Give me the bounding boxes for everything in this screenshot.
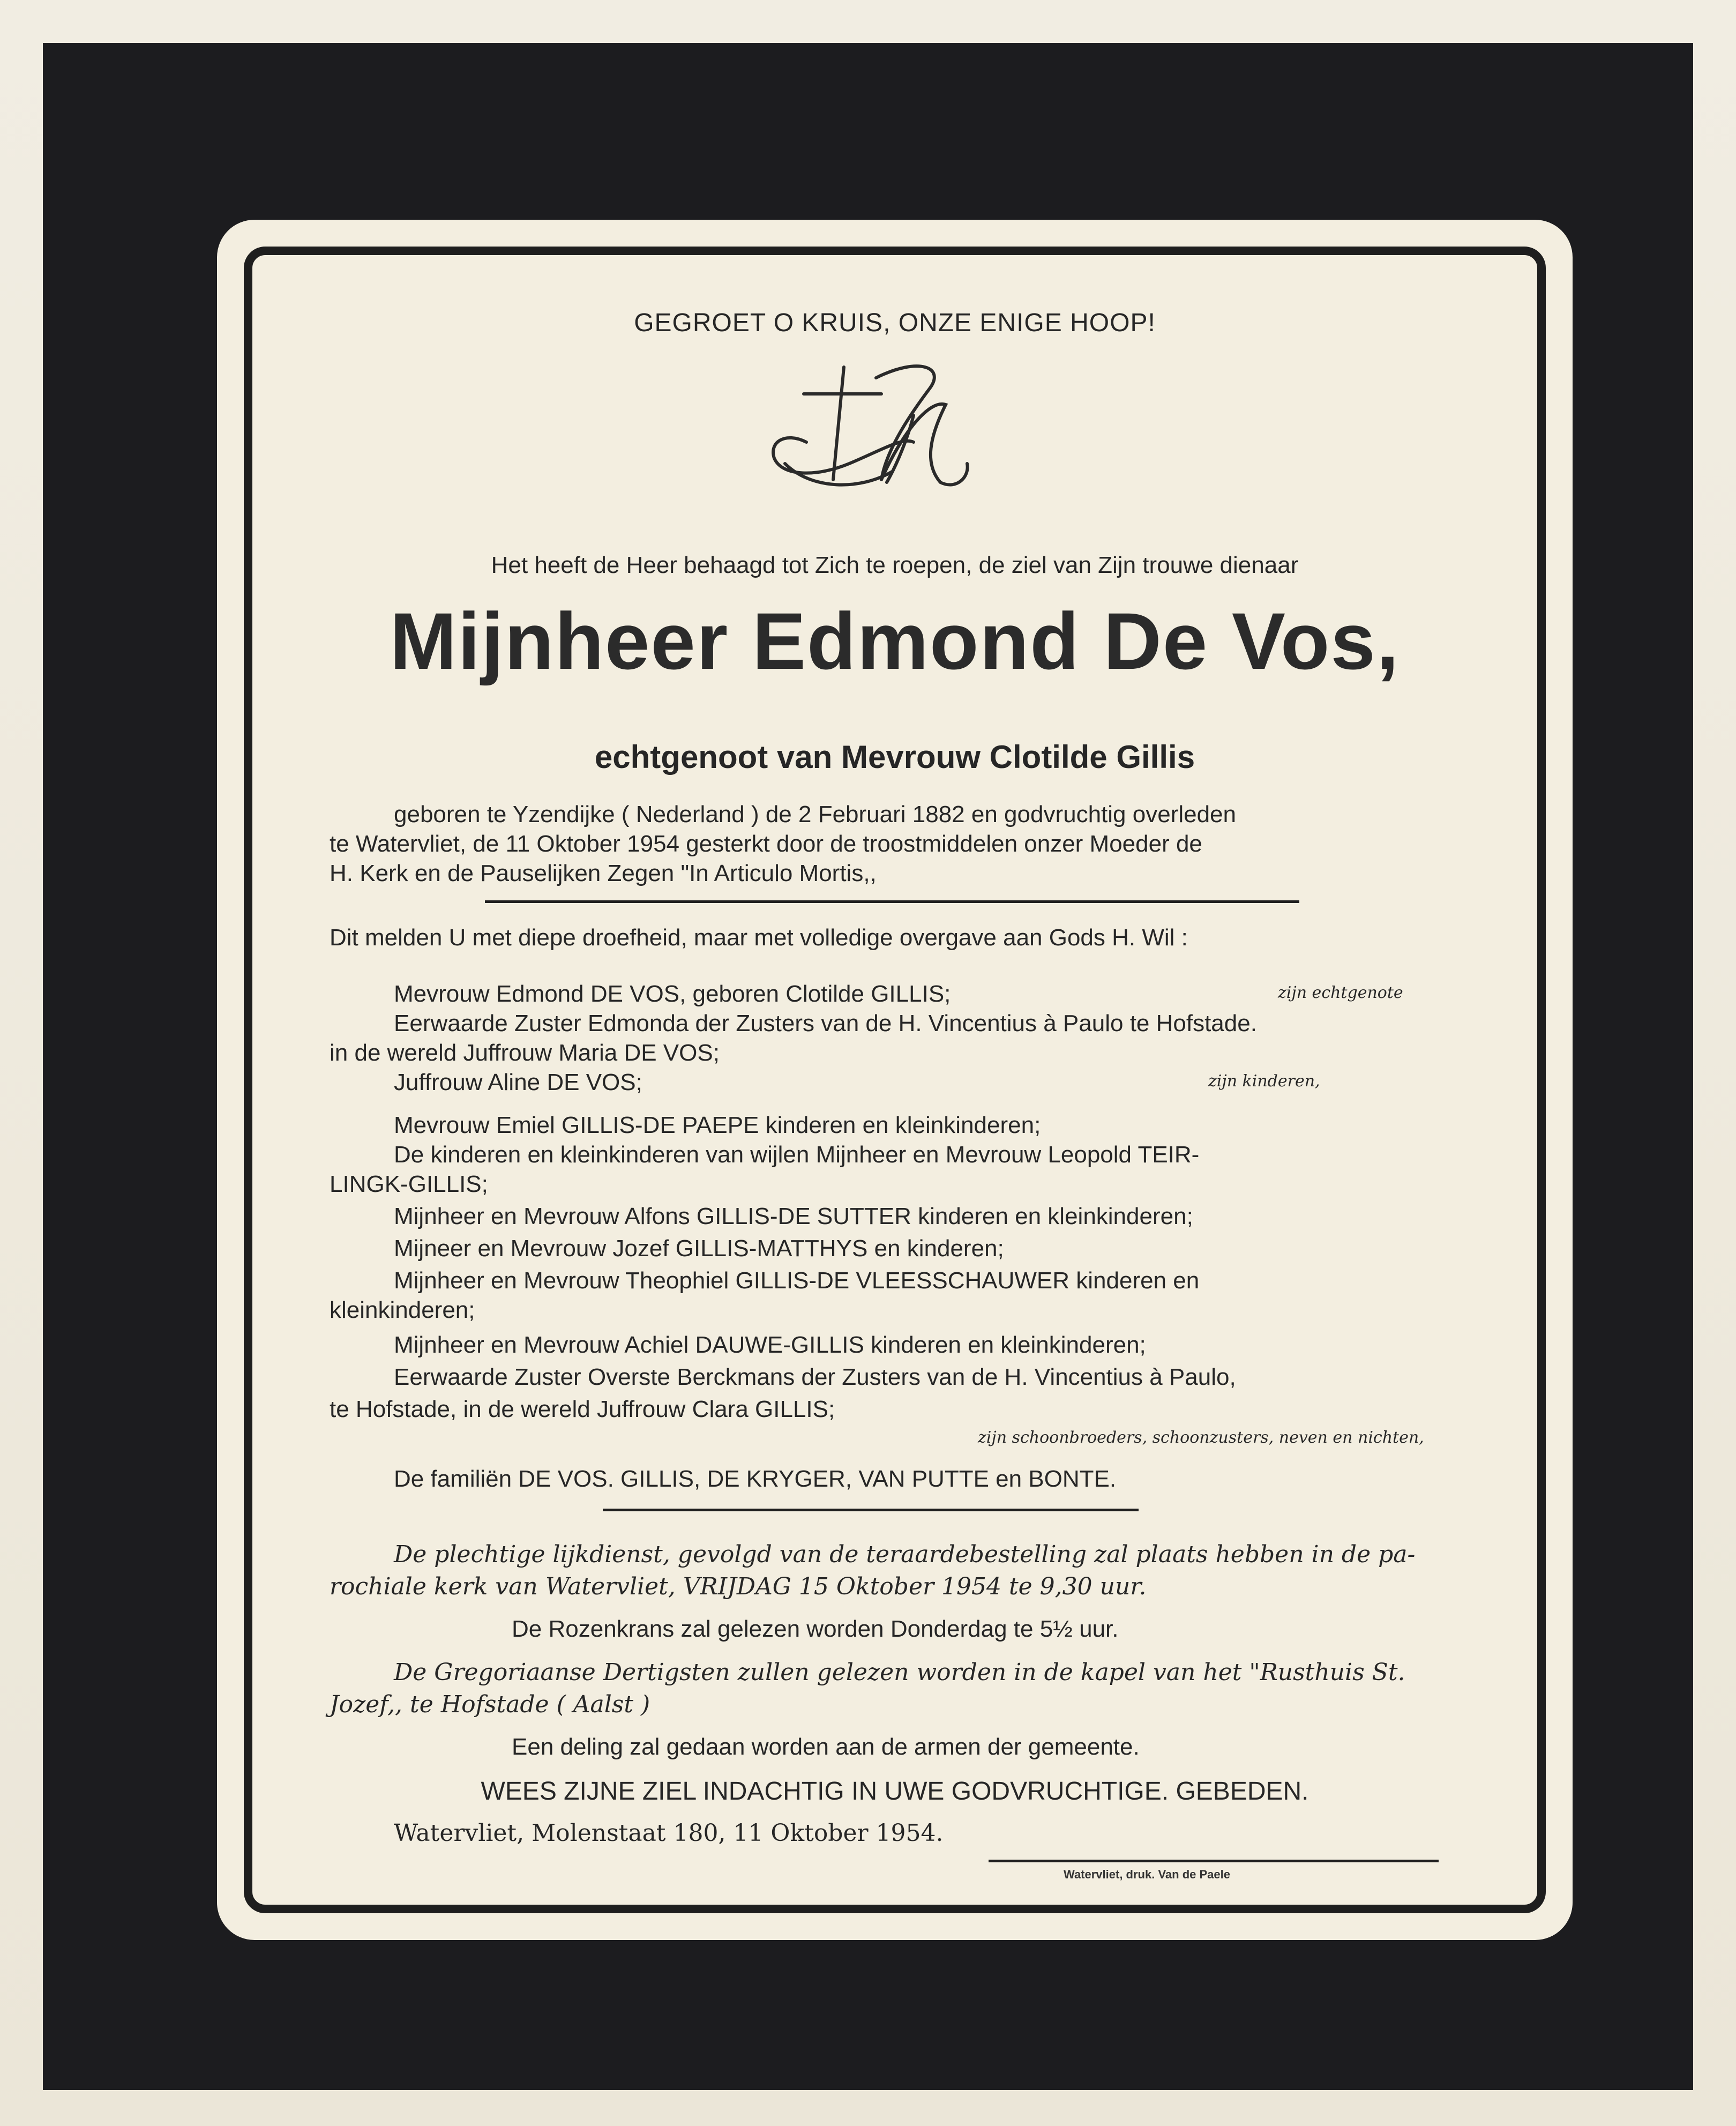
alms-line: Een deling zal gedaan worden aan de armen der gemeente. xyxy=(512,1734,1140,1760)
place-date-line: Watervliet, Molenstaat 180, 11 Oktober 1954. xyxy=(394,1819,944,1847)
mourner-line: te Hofstade, in de wereld Juffrouw Clara GILLIS; xyxy=(330,1396,835,1422)
note-in-laws: zijn schoonbroeders, schoonzusters, neven en nichten, xyxy=(978,1428,1424,1447)
divider-rule xyxy=(485,900,1299,903)
prayer-line: WEES ZIJNE ZIEL INDACHTIG IN UWE GODVRUCHTIGE. GEBEDEN. xyxy=(481,1777,1309,1806)
note-children: zijn kinderen, xyxy=(1208,1072,1320,1091)
cross-m-monogram-icon xyxy=(753,356,978,496)
mourner-line: Mijnheer en Mevrouw Alfons GILLIS-DE SUTTER kinderen en kleinkinderen; xyxy=(394,1203,1193,1229)
families-line: De familiën DE VOS. GILLIS, DE KRYGER, VAN PUTTE en BONTE. xyxy=(394,1466,1117,1492)
funeral-line: rochiale kerk van Watervliet, VRIJDAG 15 Oktober 1954 te 9,30 uur. xyxy=(330,1573,1147,1600)
mourner-line: LINGK-GILLIS; xyxy=(330,1171,488,1197)
detail-line: H. Kerk en de Pauselijken Zegen "In Articulo Mortis,, xyxy=(330,860,877,886)
mourner-line: De kinderen en kleinkinderen van wijlen Mijnheer en Mevrouw Leopold TEIR- xyxy=(394,1142,1200,1168)
note-spouse: zijn echtgenote xyxy=(1278,983,1403,1002)
greeting-line: GEGROET O KRUIS, ONZE ENIGE HOOP! xyxy=(634,309,1156,337)
divider-rule xyxy=(603,1509,1139,1511)
spouse-line: echtgenoot van Mevrouw Clotilde Gillis xyxy=(594,739,1195,775)
mourner-line: Mevrouw Emiel GILLIS-DE PAEPE kinderen en kleinkinderen; xyxy=(394,1112,1041,1138)
mourner-line: Mevrouw Edmond DE VOS, geboren Clotilde GILLIS; xyxy=(394,981,951,1007)
mourner-line: Mijneer en Mevrouw Jozef GILLIS-MATTHYS en kinderen; xyxy=(394,1235,1004,1262)
intro-line: Het heeft de Heer behaagd tot Zich te roepen, de ziel van Zijn trouwe dienaar xyxy=(491,552,1299,578)
mourner-line: Eerwaarde Zuster Edmonda der Zusters van de H. Vincentius à Paulo te Hofstade. xyxy=(394,1010,1257,1036)
mourner-line: kleinkinderen; xyxy=(330,1297,475,1323)
detail-line: te Watervliet, de 11 Oktober 1954 gesterkt door de troostmiddelen onzer Moeder de xyxy=(330,831,1202,857)
mourner-line: Juffrouw Aline DE VOS; xyxy=(394,1069,642,1095)
rosary-line: De Rozenkrans zal gelezen worden Donderdag te 5½ uur. xyxy=(512,1616,1119,1642)
deceased-name: Mijnheer Edmond De Vos, xyxy=(390,596,1400,686)
masses-line: De Gregoriaanse Dertigsten zullen gelezen worden in de kapel van het "Rusthuis St. xyxy=(394,1659,1405,1686)
mourner-line: Mijnheer en Mevrouw Achiel DAUWE-GILLIS kinderen en kleinkinderen; xyxy=(394,1332,1146,1358)
masses-line: Jozef,, te Hofstade ( Aalst ) xyxy=(330,1691,650,1718)
detail-line: geboren te Yzendijke ( Nederland ) de 2 Februari 1882 en godvruchtig overleden xyxy=(394,801,1236,827)
mourner-line: in de wereld Juffrouw Maria DE VOS; xyxy=(330,1040,720,1066)
mourner-line: Mijnheer en Mevrouw Theophiel GILLIS-DE VLEESSCHAUWER kinderen en xyxy=(394,1267,1200,1294)
printer-rule xyxy=(989,1860,1439,1862)
funeral-line: De plechtige lijkdienst, gevolgd van de teraardebestelling zal plaats hebben in de pa- xyxy=(394,1541,1416,1568)
memorial-card xyxy=(217,220,1573,1940)
mourners-intro: Dit melden U met diepe droefheid, maar met volledige overgave aan Gods H. Wil : xyxy=(330,924,1188,951)
printer-credit: Watervliet, druk. Van de Paele xyxy=(1064,1868,1230,1881)
mourner-line: Eerwaarde Zuster Overste Berckmans der Zusters van de H. Vincentius à Paulo, xyxy=(394,1364,1236,1390)
